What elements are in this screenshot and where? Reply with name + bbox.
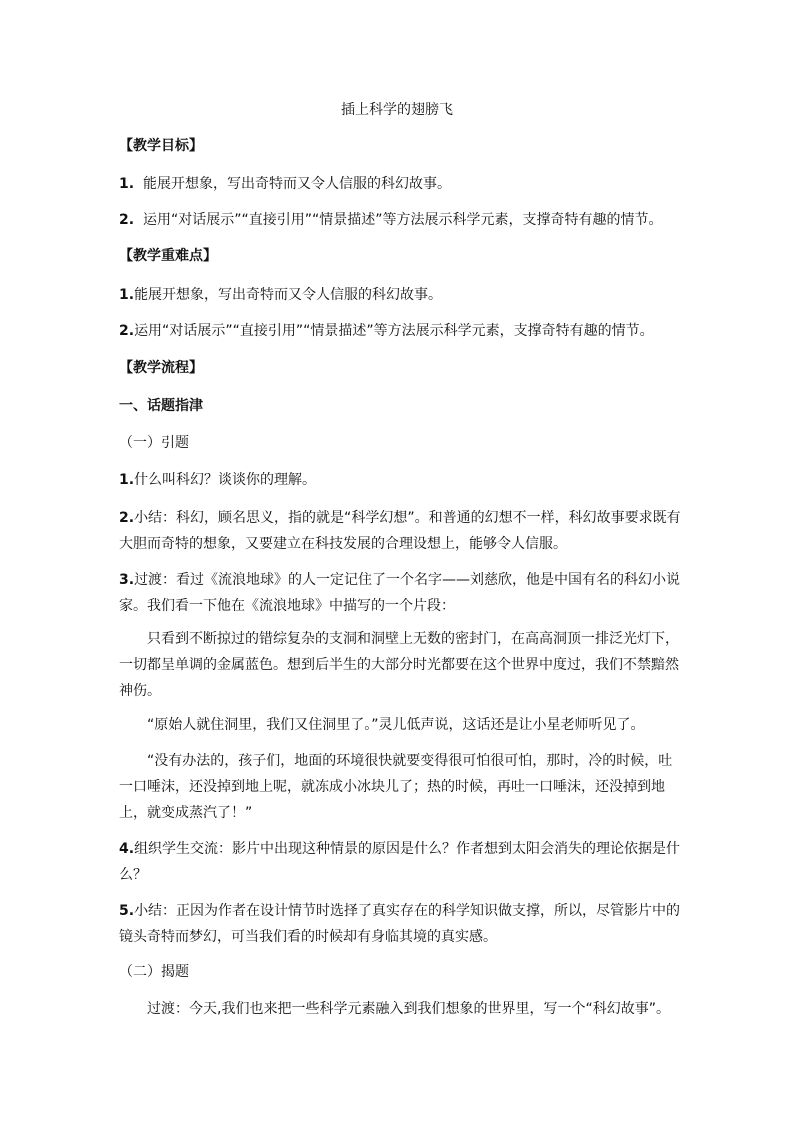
excerpt-paragraph-2: “原始人就住洞里，我们又住洞里了。”灵儿低声说，这话还是让小星老师听见了。 [147,717,645,733]
transition-paragraph: 过渡：今天,我们也来把一些科学元素融入到我们想象的世界里，写一个“科幻故事”。 [147,1001,670,1017]
flow-item-text-2: 小结：科幻，顾名思义，指的就是“科学幻想”。和普通的幻想不一样，科幻故事要求既有大胆而奇特的想象，又要建立在科技发展的合理设想上，能够令人信服。 [119,510,681,552]
flow-item-3 [119,567,683,619]
flow-item-2 [119,505,683,557]
flow-item-text-5: 小结：正因为作者在设计情节时选择了真实存在的科学知识做支撑，所以，尽管影片中的镜头奇特而梦幻，可当我们看的时候却有身临其境的真实感。 [119,903,681,945]
key-point-2 [119,318,683,344]
key-point-number-2: 2. [119,323,135,339]
goal-number-2: 2. [119,212,135,228]
flow-item-4 [119,836,683,888]
sub1-heading: （一）引题 [119,435,189,451]
flow-item-number-1: 1. [119,472,135,488]
excerpt-paragraph-1: 只看到不断掠过的错综复杂的支洞和洞壁上无数的密封门，在高高洞顶一排泛光灯下，一切都呈单调的金属蓝色。想到后半生的大部分时光都要在这个世界中度过，我们不禁黯然神伤。 [119,631,679,699]
flow-item-1 [119,467,683,493]
flow-heading: 【教学流程】 [119,360,203,376]
sub2-heading: （二）揭题 [119,964,189,980]
flow-item-5 [119,898,683,950]
flow-item-number-3: 3. [119,572,135,588]
key-point-text-2: 运用“对话展示”“直接引用”“情景描述”等方法展示科学元素，支撑奇特有趣的情节。 [134,323,654,339]
excerpt-paragraph-3: “没有办法的，孩子们，地面的环境很快就要变得很可怕很可怕，那时，冷的时候，吐一口唾沫，还没掉到地上呢，就冻成小冰块儿了；热的时候，再吐一口唾沫，还没掉到地上，就变成蒸汽了！” [119,753,673,821]
key-point-number-1: 1. [119,287,135,303]
flow-item-number-5: 5. [119,903,135,919]
part1-heading: 一、话题指津 [119,398,203,414]
flow-item-number-2: 2. [119,510,135,526]
goal-text-2: 运用“对话展示”“直接引用”“情景描述”等方法展示科学元素，支撑奇特有趣的情节。 [142,212,663,228]
key-point-text-1: 能展开想象，写出奇特而又令人信服的科幻故事。 [134,287,443,303]
flow-item-text-3: 过渡：看过《流浪地球》的人一定记住了一个名字——刘慈欣，他是中国有名的科幻小说家。我们看一下他在《流浪地球》中描写的一个片段： [119,572,681,614]
flow-item-number-4: 4. [119,841,135,857]
key-point-1 [119,282,683,308]
key-points-heading: 【教学重难点】 [119,248,217,264]
goal-text-1: 能展开想象，写出奇特而又令人信服的科幻故事。 [142,176,451,192]
goal-item-1 [119,171,683,197]
goal-number-1: 1. [119,176,135,192]
flow-item-text-4: 组织学生交流：影片中出现这种情景的原因是什么？作者想到太阳会消失的理论依据是什么？ [119,841,681,883]
document-title: 插上科学的翅膀飞 [341,102,453,118]
flow-item-text-1: 什么叫科幻？谈谈你的理解。 [134,472,317,488]
goals-heading: 【教学目标】 [119,138,203,154]
goal-item-2 [119,207,683,233]
